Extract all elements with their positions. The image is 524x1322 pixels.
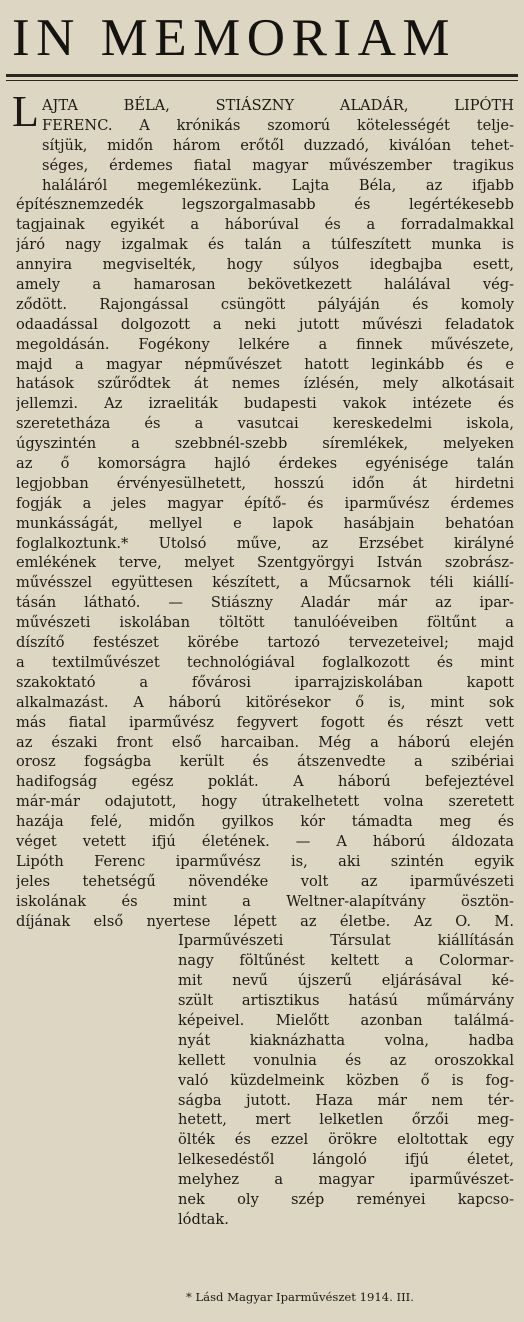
text-line: művészeti iskolában töltött tanulóéveiben föltűnt a [16,614,514,632]
text-line: nek oly szép reményei kapcso- [178,1190,514,1208]
text-line: járó nagy izgalmak és talán a túlfeszített munka is [16,236,514,254]
text-line: ölték és ezzel örökre eloltottak egy [178,1131,514,1149]
text-line: lelkesedéstől lángoló ifjú életet, [178,1151,514,1169]
text-line: melyhez a magyar iparművészet- [178,1171,514,1189]
text-line: odaadással dolgozott a neki jutott művészi feladatok [16,315,514,333]
text-line: legjobban érvényesülhetett, hosszú időn át hirdetni [16,474,514,492]
article-title: IN MEMORIAM [12,9,456,67]
article-body [12,87,514,1230]
text-line: az északi front első harcaiban. Még a háború elején [16,733,514,751]
text-line: már-már odajutott, hogy útrakelhetett volna szeretett [16,793,514,811]
text-line: más fiatal iparművész fegyvert fogott és részt vett [16,713,514,731]
text-line: lódtak. [178,1210,229,1228]
text-line: díszítő festészet körébe tartozó tervezeteivel; majd [16,634,514,652]
text-line: amely a hamarosan bekövetkezett halálával vég- [16,276,514,294]
text-line: annyira megviselték, hogy súlyos idegbajba esett, [16,256,514,274]
text-line: való küzdelmeink közben ő is fog- [178,1071,514,1089]
text-line: szeretetháza és a vasutcai kereskedelmi iskola, [16,415,514,433]
text-line: hadifogság egész poklát. A háború befejeztével [16,773,514,791]
text-line: majd a magyar népművészet hatott leginkább és e [16,355,514,373]
text-line: orosz fogságba került és átszenvedte a szibériai [16,753,514,771]
text-line: jeles tehetségű növendéke volt az iparművészeti [16,872,514,890]
text-line: séges, érdemes fiatal magyar művészember tragikus [42,156,514,174]
text-line: tásán látható. — Stiászny Aladár már az ipar- [16,594,514,612]
text-line: munkásságát, mellyel e lapok hasábjain behatóan [16,514,514,532]
text-line: művésszel együttesen készített, a Műcsarnok téli kiállí- [16,574,514,592]
text-line: ságba jutott. Haza már nem tér- [178,1091,514,1109]
text-line: sítjük, midőn három erőtől duzzadó, kiválóan tehet- [42,136,514,154]
text-line: iskolának és mint a Weltner-alapítvány ösztön- [16,892,514,910]
text-line: megoldásán. Fogékony lelkére a finnek művészete, [16,335,514,353]
text-line: díjának első nyertese lépett az életbe. Az O. M. [16,912,514,930]
text-line: ződött. Rajongással csüngött pályáján és komoly [16,295,514,313]
drop-cap-letter: L [12,87,39,136]
text-line: képeivel. Mielőtt azonban találmá- [178,1011,514,1029]
text-line: véget vetett ifjú életének. — A háború áldozata [16,832,514,850]
text-line: nyát kiaknázhatta volna, hadba [178,1031,514,1049]
text-line: mit nevű újszerű eljárásával ké- [178,972,514,990]
text-line: fogják a jeles magyar építő- és iparművész érdemes [16,494,514,512]
text-line: a textilművészet technológiával foglalkozott és mint [16,653,514,671]
title-rule-thin [6,80,518,81]
text-line: hazája felé, midőn gyilkos kór támadta meg és [16,813,514,831]
text-line: emlékének terve, melyet Szentgyörgyi István szobrász- [16,554,514,572]
text-line: alkalmazást. A háború kitörésekor ő is, mint sok [16,693,514,711]
text-line: haláláról megemlékezünk. Lajta Béla, az ifjabb [42,176,514,194]
text-line: hetett, mert lelketlen őrzői meg- [178,1111,514,1129]
text-line: tagjainak egyikét a háborúval és a forradalmakkal [16,216,514,234]
text-line: nagy föltűnést keltett a Colormar- [178,952,514,970]
title-rule-thick [6,74,518,77]
text-line: az ő komorságra hajló érdekes egyénisége talán [16,455,514,473]
text-line: kellett vonulnia és az oroszokkal [178,1051,514,1069]
footnote: * Lásd Magyar Iparművészet 1914. III. [186,1290,414,1304]
text-line: úgyszintén a szebbnél-szebb síremlékek, melyeken [16,435,514,453]
text-line: Lipóth Ferenc iparművész is, aki szintén egyik [16,852,514,870]
text-line: AJTA BÉLA, STIÁSZNY ALADÁR, LIPÓTH [42,97,514,114]
text-line: szült artisztikus hatású műmárvány [178,992,514,1010]
text-line: FERENC. A krónikás szomorú kötelességét telje- [42,116,514,134]
text-line: építésznemzedék legszorgalmasabb és legértékesebb [16,196,514,214]
text-line: Iparművészeti Társulat kiállításán [178,932,514,950]
text-line: szakoktató a fővárosi iparrajziskolában kapott [16,673,514,691]
text-line: hatások szűrődtek át nemes ízlésén, mely alkotásait [16,375,514,393]
text-line: jellemzi. Az izraeliták budapesti vakok intézete és [16,395,514,413]
text-line: foglalkoztunk.* Utolsó műve, az Erzsébet királyné [16,534,514,552]
